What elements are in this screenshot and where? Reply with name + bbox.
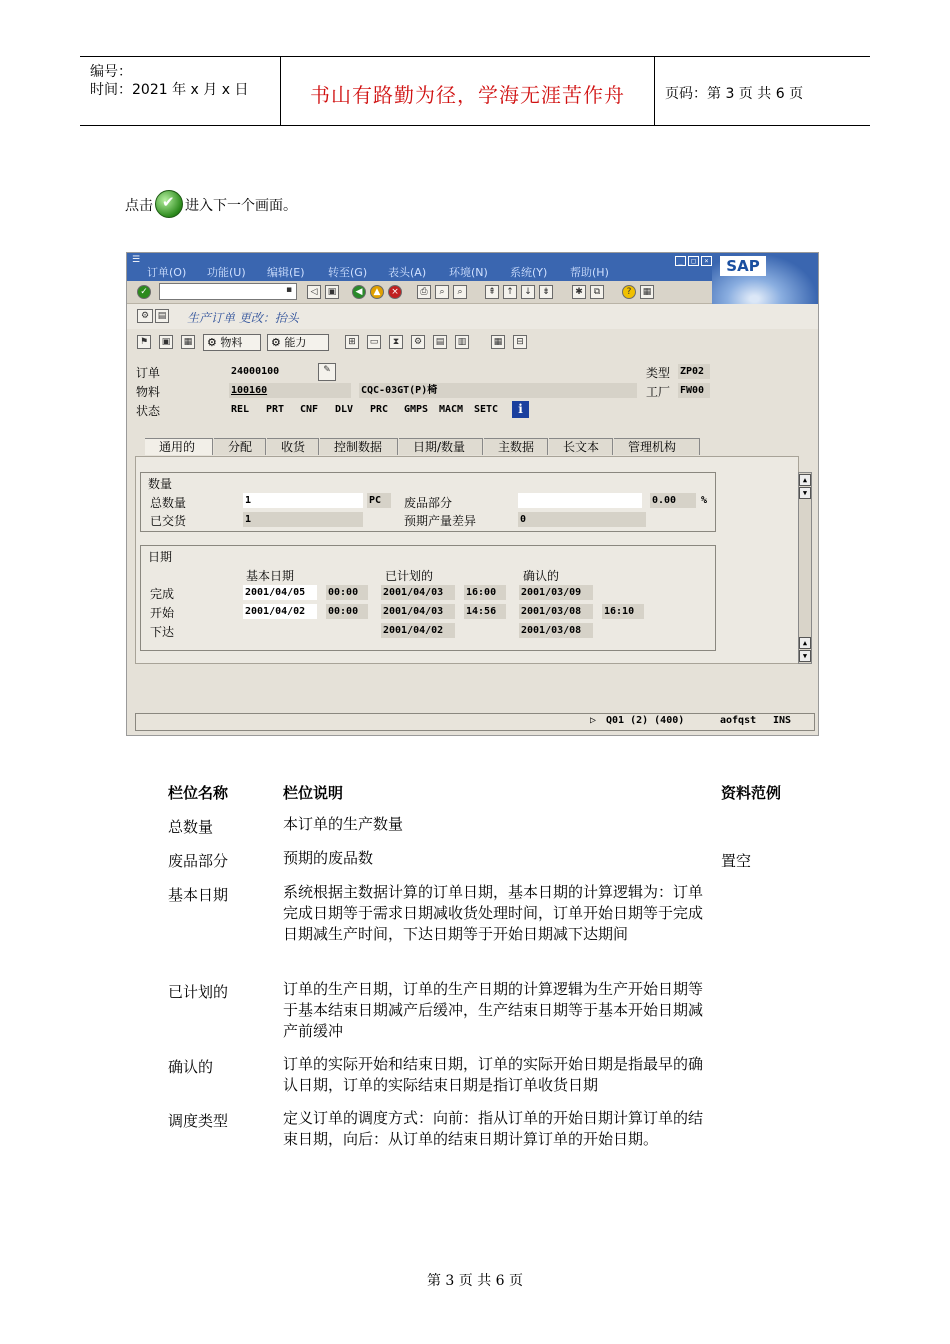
vertical-scrollbar[interactable]	[798, 472, 812, 664]
status-cnf: CNF	[300, 404, 319, 415]
layout-menu-icon[interactable]: ▦	[640, 285, 654, 299]
header-motto-cell	[281, 57, 655, 125]
material-label: 物料	[136, 385, 161, 399]
finish-confirmed-date: 2001/03/09	[519, 585, 593, 600]
tab-dates-quantities[interactable]: 日期/数量	[399, 438, 483, 455]
tab-control-data[interactable]: 控制数据	[320, 438, 398, 455]
find-next-icon[interactable]: ⌕	[453, 285, 467, 299]
back-icon[interactable]: ◀	[352, 285, 366, 299]
screen-title: 生产订单 更改：抬头	[187, 311, 299, 325]
number-label: 编号：	[90, 64, 132, 80]
previous-page-icon[interactable]: ↑	[503, 285, 517, 299]
menu-help[interactable]: 帮助(H)	[570, 266, 609, 279]
type-value: ZP02	[678, 364, 710, 379]
shortcut-icon[interactable]: ⧉	[590, 285, 604, 299]
status-prc: PRC	[370, 404, 389, 415]
finish-planned-time: 16:00	[464, 585, 506, 600]
network-icon[interactable]: ⚙	[411, 335, 425, 349]
finish-basic-time: 00:00	[326, 585, 368, 600]
percent-sign: %	[701, 495, 708, 506]
intro-before: 点击	[125, 198, 153, 214]
table-row-desc: 本订单的生产数量	[283, 815, 404, 833]
table-row-name: 废品部分	[168, 852, 229, 870]
delivered-label: 已交货	[150, 514, 187, 528]
start-confirmed-date: 2001/03/08	[519, 604, 593, 619]
insert-mode: INS	[773, 715, 792, 726]
time-label: 时间：2021 年 x 月 x 日	[90, 82, 249, 98]
table-row-name: 基本日期	[168, 886, 229, 904]
menu-goto[interactable]: 转至(G)	[328, 266, 368, 279]
tab-master-data[interactable]: 主数据	[484, 438, 548, 455]
scroll-page-down-icon[interactable]: ▼	[799, 487, 811, 499]
basic-date-header: 基本日期	[246, 569, 295, 583]
tab-general[interactable]: 通用的	[145, 438, 213, 455]
material-button-icon: ⚙	[207, 336, 221, 349]
new-session-icon[interactable]: ✱	[572, 285, 586, 299]
print-icon[interactable]: ⎙	[417, 285, 431, 299]
motto: 书山有路勤为径，学海无涯苦作舟	[310, 83, 625, 107]
unit-value: PC	[367, 493, 391, 508]
order-label: 订单	[136, 366, 161, 380]
material-description: CQC-03GT(P)椅	[359, 383, 637, 398]
tab-goods-receipt[interactable]: 收货	[267, 438, 319, 455]
table-row-desc: 定义订单的调度方式：向前：指从订单的开始日期计算订单的结束日期，向后：从订单的结束日期计算订单的开始日期。	[283, 1109, 704, 1148]
total-qty-input[interactable]: 1	[243, 493, 363, 508]
menu-system[interactable]: 系统(Y)	[510, 266, 548, 279]
green-check-icon	[155, 190, 183, 218]
capacity-button-icon: ⚙	[271, 336, 285, 349]
tab-long-text[interactable]: 长文本	[549, 438, 613, 455]
list-icon[interactable]: ▥	[455, 335, 469, 349]
display-change-icon[interactable]: ⚙	[137, 309, 153, 323]
prt-icon[interactable]: ⧗	[389, 335, 403, 349]
table-row-name: 调度类型	[168, 1112, 229, 1130]
status-setc: SETC	[474, 404, 499, 415]
command-field[interactable]	[159, 283, 297, 300]
sequence-icon[interactable]: ⊞	[345, 335, 359, 349]
intro-text	[125, 190, 297, 218]
finish-label: 完成	[150, 587, 175, 601]
status-label: 状态	[136, 404, 161, 418]
material-button[interactable]	[203, 334, 261, 351]
release-planned-date: 2001/04/02	[381, 623, 455, 638]
table-row-name: 已计划的	[168, 983, 229, 1001]
total-qty-label: 总数量	[150, 496, 187, 510]
menu-header[interactable]: 表头(A)	[388, 266, 427, 279]
costs-icon[interactable]: ▤	[433, 335, 447, 349]
header-page-cell	[655, 57, 870, 125]
tab-administration[interactable]: 管理机构	[614, 438, 700, 455]
menu-function[interactable]: 功能(U)	[207, 266, 246, 279]
scrap-label: 废品部分	[404, 496, 453, 510]
component-icon[interactable]: ▭	[367, 335, 381, 349]
tab-assignment[interactable]: 分配	[214, 438, 266, 455]
plant-label: 工厂	[646, 385, 671, 399]
menu-environment[interactable]: 环境(N)	[449, 266, 488, 279]
next-page-icon[interactable]: ↓	[521, 285, 535, 299]
header-icon[interactable]: ▣	[159, 335, 173, 349]
help-icon[interactable]: ?	[622, 285, 636, 299]
tab-panel	[135, 456, 799, 664]
confirmed-date-header: 确认的	[523, 569, 560, 583]
back-arrow-icon[interactable]: ◁	[307, 285, 321, 299]
status-expand-icon[interactable]: ▷	[590, 715, 597, 726]
table-header-name: 栏位名称	[168, 784, 229, 802]
start-confirmed-time: 16:10	[602, 604, 644, 619]
table-row-name: 总数量	[168, 818, 214, 836]
first-page-icon[interactable]: ⇞	[485, 285, 499, 299]
table-icon[interactable]: ▦	[491, 335, 505, 349]
save-icon[interactable]: ▣	[325, 285, 339, 299]
type-label: 类型	[646, 366, 671, 380]
start-basic-date[interactable]: 2001/04/02	[243, 604, 317, 619]
material-value[interactable]: 100160	[229, 383, 351, 398]
start-planned-time: 14:56	[464, 604, 506, 619]
table-row-desc: 预期的废品数	[283, 849, 374, 867]
last-page-icon[interactable]: ⇟	[539, 285, 553, 299]
start-basic-time: 00:00	[326, 604, 368, 619]
menu-edit[interactable]: 编辑(E)	[267, 266, 305, 279]
yield-variance-value: 0	[518, 512, 646, 527]
document-icon[interactable]: ▤	[155, 309, 169, 323]
edit-icon[interactable]: ✎	[318, 363, 336, 381]
capacity-button[interactable]	[267, 334, 329, 351]
window-menu-icon[interactable]: ☰	[131, 255, 141, 265]
exit-icon[interactable]: ▲	[370, 285, 384, 299]
sap-window	[126, 252, 819, 736]
planned-date-header: 已计划的	[385, 569, 434, 583]
material-button-label: 物料	[220, 336, 243, 349]
scrap-percent: 0.00	[650, 493, 696, 508]
page-footer: 第 3 页 共 6 页	[426, 1273, 524, 1289]
table-row-desc: 系统根据主数据计算的订单日期，基本日期的计算逻辑为：订单完成日期等于需求日期减收货处理时间，订单开始日期等于完成日期减生产时间，下达日期等于开始日期减下达期间	[283, 883, 704, 943]
minimize-icon[interactable]: _	[675, 256, 686, 266]
status-bar	[135, 713, 815, 731]
capacity-button-label: 能力	[284, 336, 307, 349]
hierarchy-icon[interactable]: ⊟	[513, 335, 527, 349]
status-rel: REL	[231, 404, 250, 415]
start-planned-date: 2001/04/03	[381, 604, 455, 619]
plant-value: FW00	[678, 383, 710, 398]
table-row-example: 置空	[721, 852, 752, 870]
scroll-down-icon[interactable]: ▼	[799, 650, 811, 662]
enter-check-icon[interactable]: ✓	[137, 285, 151, 299]
menu-order[interactable]: 订单(O)	[147, 266, 187, 279]
page-info: 页码：第 3 页 共 6 页	[665, 86, 804, 102]
delivered-value: 1	[243, 512, 363, 527]
system-info: Q01 (2) (400)	[606, 715, 685, 726]
command-dropdown-icon[interactable]: ▪	[285, 285, 293, 295]
intro-after: 进入下一个画面。	[185, 198, 297, 214]
status-info-icon[interactable]: i	[512, 401, 529, 418]
close-icon[interactable]: ×	[701, 256, 712, 266]
status-gmps: GMPS	[404, 404, 429, 415]
cancel-icon[interactable]: ×	[388, 285, 402, 299]
header-meta-cell	[80, 57, 281, 125]
finish-basic-date[interactable]: 2001/04/05	[243, 585, 317, 600]
sap-logo: SAP	[720, 256, 766, 276]
table-row-desc: 订单的生产日期，订单的生产日期的计算逻辑为生产开始日期等于基本结束日期减产后缓冲，生产结束日期等于基本开始日期减产前缓冲	[283, 980, 704, 1040]
status-macm: MACM	[439, 404, 464, 415]
quantity-group-title: 数量	[144, 475, 176, 492]
dates-group-title: 日期	[144, 548, 176, 565]
server-name: aofqst	[720, 715, 757, 726]
find-icon[interactable]: ⌕	[435, 285, 449, 299]
start-label: 开始	[150, 606, 175, 620]
table-row-name: 确认的	[168, 1058, 214, 1076]
scroll-up-icon[interactable]: ▲	[799, 474, 811, 486]
finish-planned-date: 2001/04/03	[381, 585, 455, 600]
menu-bar	[127, 253, 818, 281]
scrap-input[interactable]	[518, 493, 642, 508]
table-header-desc: 栏位说明	[283, 784, 344, 802]
scroll-page-up-icon[interactable]: ▲	[799, 637, 811, 649]
table-row-desc: 订单的实际开始和结束日期，订单的实际开始日期是指最早的确认日期，订单的实际结束日期是指订单收货日期	[283, 1055, 704, 1094]
yield-variance-label: 预期产量差异	[404, 514, 477, 528]
order-value: 24000100	[231, 366, 280, 377]
operations-icon[interactable]: ▦	[181, 335, 195, 349]
maximize-icon[interactable]: □	[688, 256, 699, 266]
flag-icon[interactable]: ⚑	[137, 335, 151, 349]
release-label: 下达	[150, 625, 175, 639]
status-prt: PRT	[266, 404, 285, 415]
release-confirmed-date: 2001/03/08	[519, 623, 593, 638]
table-header-example: 资料范例	[721, 784, 782, 802]
status-dlv: DLV	[335, 404, 354, 415]
page-header	[80, 56, 870, 126]
